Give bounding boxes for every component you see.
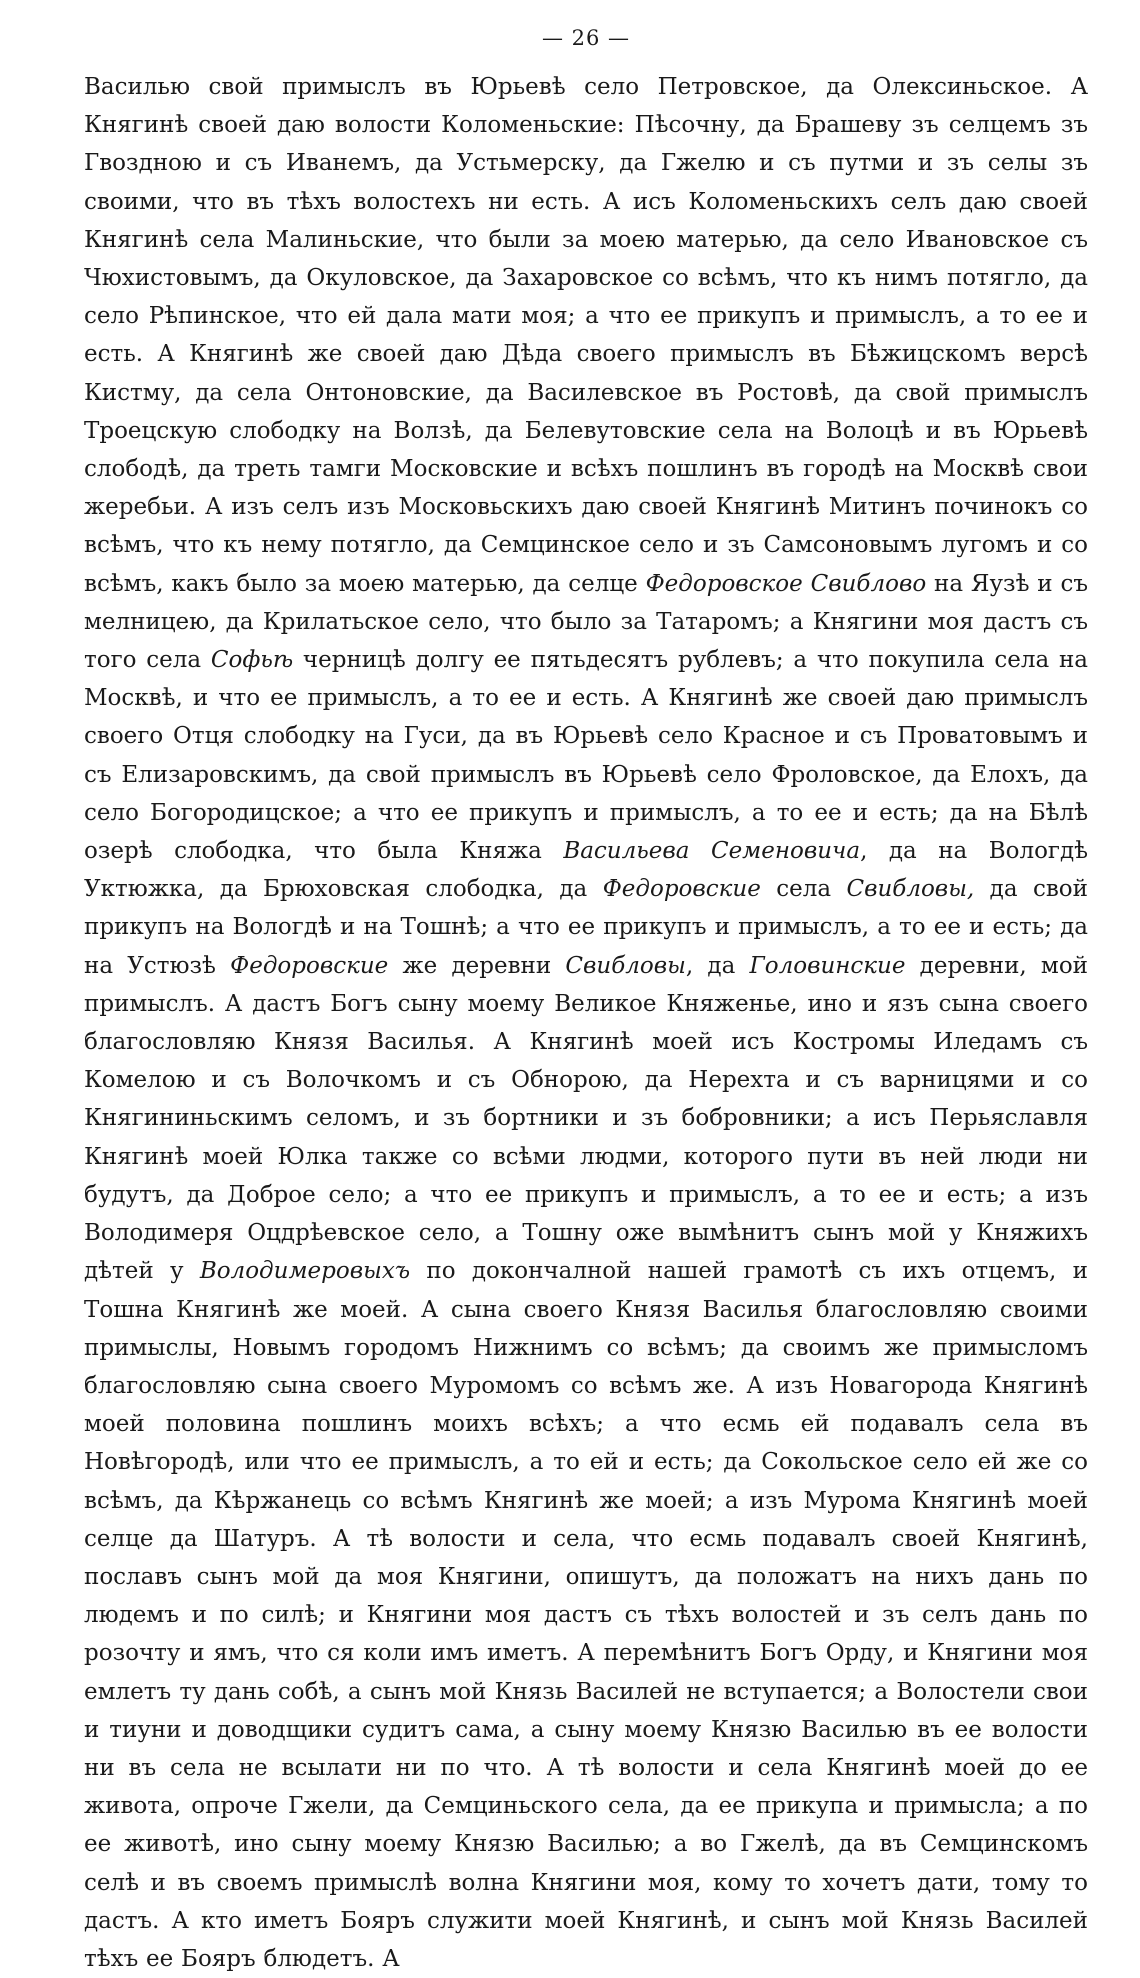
italic-name: Головинские (749, 952, 906, 979)
text-run: Василью свой примыслъ въ Юрьевѣ село Петровское, да Олексиньское. А Княгинѣ своей даю волости Коломеньские: Пѣсочну, да Брашеву зъ селцемъ зъ Гвоздною и съ Иванемъ, да Устьмерску, да Гжелю и съ путми и зъ селы зъ своими, что въ тѣхъ волостехъ ни есть. А исъ Коломеньскихъ селъ даю своей Княгинѣ села Малиньские, что были за моею матерью, да село Ивановское съ Чюхистовымъ, да Окуловское, да Захаровское со всѣмъ, что къ нимъ потягло, да село Рѣпинское, что ей дала мати моя; а что ее прикупъ и примыслъ, а то ее и есть. А Княгинѣ же своей даю Дѣда своего примыслъ въ Бѣжицскомъ версѣ Кистму, да села Онтоновские, да Василевское въ Ростовѣ, да свой примыслъ Троецскую слободку на Волзѣ, да Белевутовские села на Волоцѣ и въ Юрьевѣ слободѣ, да треть тамги Московские и всѣхъ пошлинъ въ городѣ на Москвѣ свои жеребьи. А изъ селъ изъ Московьскихъ даю своей Княгинѣ Митинъ починокъ со всѣмъ, что къ нему потягло, да Семцинское село и зъ Самсоновымъ лугомъ и со всѣмъ, какъ было за моею матерью, да селце (84, 74, 1088, 597)
text-run: села (760, 876, 847, 903)
italic-name: Федоровские (602, 876, 761, 903)
text-run (803, 571, 811, 597)
italic-name: Федоровское (645, 570, 803, 597)
text-run: черницѣ долгу ее пятьдесятъ рублевъ; а что покупила села на Москвѣ, и что ее примыслъ, а то ее и есть. А Княгинѣ же своей даю примыслъ своего Отця слободку на Гуси, да въ Юрьевѣ село Красное и съ Проватовымъ и съ Елизаровскимъ, да свой примыслъ въ Юрьевѣ село Фроловское, да Елохъ, да село Богородицское; а что ее прикупъ и примыслъ, а то ее и есть; да на Бѣлѣ озерѣ слободка, что была Княжа (84, 647, 1088, 865)
italic-name: Свибловы (565, 952, 686, 979)
text-run: же деревни (388, 952, 566, 979)
italic-name: Васильева Семеновича (563, 838, 861, 865)
text-run: да свой прикупъ на Вологдѣ и на Тошнѣ; а что ее прикупъ и примыслъ, а то ее и есть; да на Устюзѣ (84, 876, 1088, 979)
italic-name: Софьѣ (210, 647, 294, 674)
page-number: — 26 — (541, 26, 631, 50)
body-paragraph (84, 68, 1088, 1978)
italic-name: Володимеровыхъ (199, 1258, 411, 1285)
text-run: , да на Вологдѣ Уктюжка, да Брюховская слободка, да (84, 838, 1089, 903)
text-run: деревни, мой примыслъ. А дастъ Богъ сыну моему Великое Княженье, ино и язъ сына своего благословляю Князя Василья. А Княгинѣ моей исъ Костромы Иледамъ съ Комелою и съ Волочкомъ и съ Обнорою, да Нерехта и съ варницями и со Княгининьскимъ селомъ, и зъ бортники и зъ бобровники; а исъ Перьяславля Княгинѣ моей Юлка также со всѣми людми, которого пути въ ней люди ни будутъ, да Доброе село; а что ее прикупъ и примыслъ, а то ее и есть; а изъ Володимеря Оцдрѣевское село, а Тошну оже вымѣнитъ сынъ мой у Княжихъ дѣтей у (84, 952, 1088, 1285)
italic-name: Свибловы, (846, 876, 975, 903)
italic-name: Федоровские (230, 952, 389, 979)
italic-name: Свиблово (810, 570, 927, 597)
text-run: , да (685, 952, 750, 979)
text-run: на Яузѣ и съ мелницею, да Крилатьское село, что было за Татаромъ; а Княгини моя дастъ съ того села (84, 570, 1089, 674)
text-run: по докончалной нашей грамотѣ съ ихъ отцемъ, и Тошна Княгинѣ же моей. А сына своего Князя Василья благословляю своими примыслы, Новымъ городомъ Нижнимъ со всѣмъ; да своимъ же примысломъ благословляю сына своего Муромомъ со всѣмъ же. А изъ Новагорода Княгинѣ моей половина пошлинъ моихъ всѣхъ; а что есмь ей подавалъ села въ Новѣгородѣ, или что ее примыслъ, а то ей и есть; да Сокольское село ей же со всѣмъ, да Кѣржанець со всѣмъ Княгинѣ же моей; а изъ Мурома Княгинѣ моей селце да Шатуръ. А тѣ волости и села, что есмь подавалъ своей Княгинѣ, пославъ сынъ мой да моя Княгини, опишутъ, да положатъ на нихъ дань по людемъ и по силѣ; и Княгини моя дастъ съ тѣхъ волостей и зъ селъ дань по розочту и ямъ, что ся коли имъ иметъ. А перемѣнитъ Богъ Орду, и Княгини моя емлетъ ту дань собѣ, а сынъ мой Князь Василей не вступается; а Волостели свои и тиуни и доводщики судитъ сама, а сыну моему Князю Василью въ ее волости ни въ села не всылати ни по что. А тѣ волости и села Княгинѣ моей до ее живота, опроче Гжели, да Семциньского села, да ее прикупа и примысла; а по ее животѣ, ино сыну моему Князю Василью; а во Гжелѣ, да въ Семцинскомъ селѣ и въ своемъ примыслѣ волна Княгини моя, кому то хочетъ дати, тому то дастъ. А кто иметъ Бояръ служити моей Княгинѣ, и сынъ мой Князь Василей тѣхъ ее Бояръ блюдетъ. А (84, 1258, 1088, 1972)
